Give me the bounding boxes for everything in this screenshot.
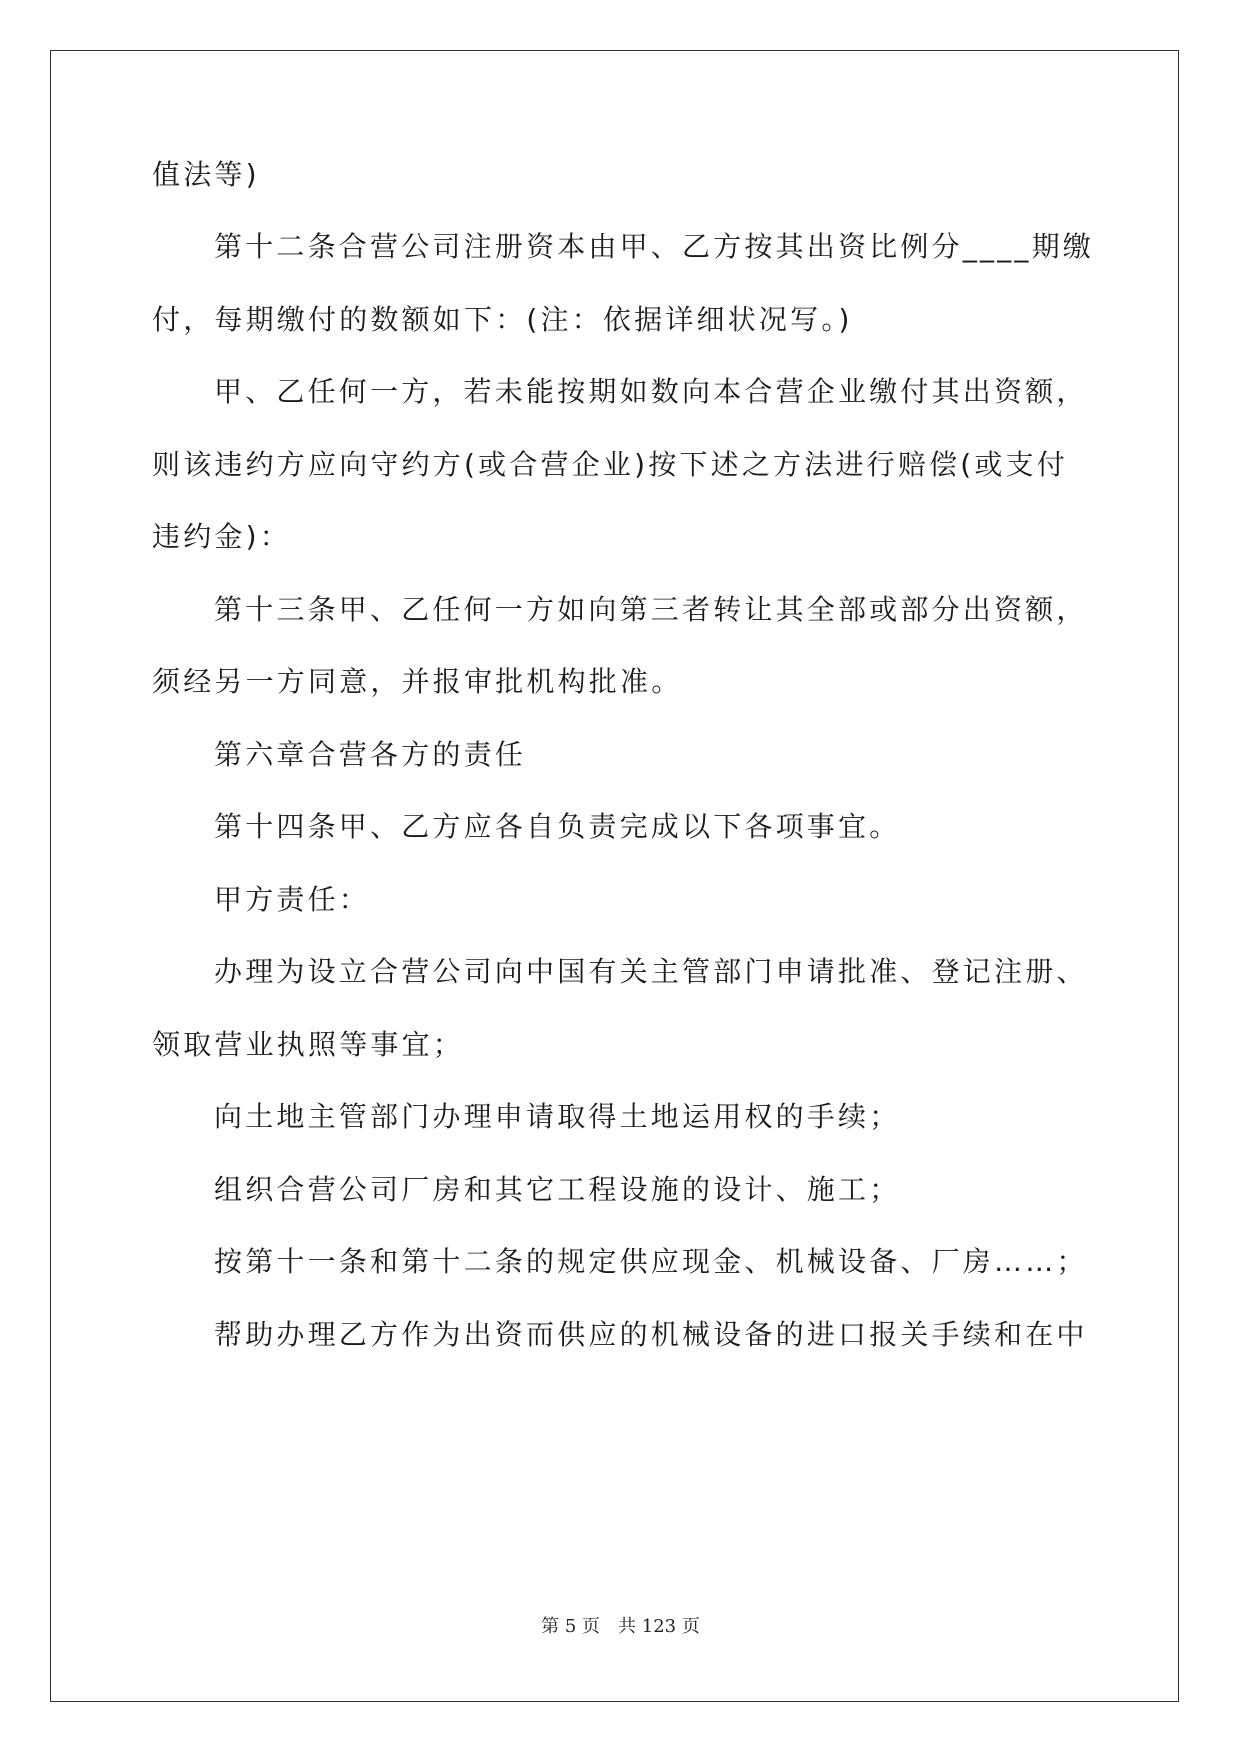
text-line-8: 须经另一方同意，并报审批机构批准。 <box>152 665 683 698</box>
text-line-7: 第十三条甲、乙任何一方如向第三者转让其全部或部分出资额， <box>214 593 1088 626</box>
text-line-17: 帮助办理乙方作为出资而供应的机械设备的进口报关手续和在中 <box>214 1318 1088 1351</box>
text-line-12: 办理为设立合营公司向中国有关主管部门申请批准、登记注册、 <box>214 955 1088 988</box>
page-border <box>50 50 1179 1702</box>
chapter-heading: 第六章合营各方的责任 <box>214 738 527 771</box>
text-line-1: 值法等) <box>152 158 260 191</box>
text-line-13: 领取营业执照等事宜； <box>152 1028 465 1061</box>
text-line-3: 付，每期缴付的数额如下：(注：依据详细状况写。) <box>152 303 853 336</box>
text-line-16: 按第十一条和第十二条的规定供应现金、机械设备、厂房……； <box>214 1245 1088 1278</box>
text-line-10: 第十四条甲、乙方应各自负责完成以下各项事宜。 <box>214 810 901 843</box>
text-line-11: 甲方责任： <box>214 883 371 916</box>
text-line-4: 甲、乙任何一方，若未能按期如数向本合营企业缴付其出资额， <box>214 375 1088 408</box>
text-line-14: 向土地主管部门办理申请取得土地运用权的手续； <box>214 1100 901 1133</box>
text-line-6: 违约金)： <box>152 520 291 553</box>
text-line-15: 组织合营公司厂房和其它工程设施的设计、施工； <box>214 1173 901 1206</box>
page-footer <box>0 1612 1241 1638</box>
total-pages: 共 123 页 <box>618 1616 700 1637</box>
text-line-5: 则该违约方应向守约方(或合营企业)按下述之方法进行赔偿(或支付 <box>152 448 1068 481</box>
page-number: 第 5 页 <box>541 1616 601 1637</box>
text-line-2: 第十二条合营公司注册资本由甲、乙方按其出资比例分____期缴 <box>214 230 1095 263</box>
